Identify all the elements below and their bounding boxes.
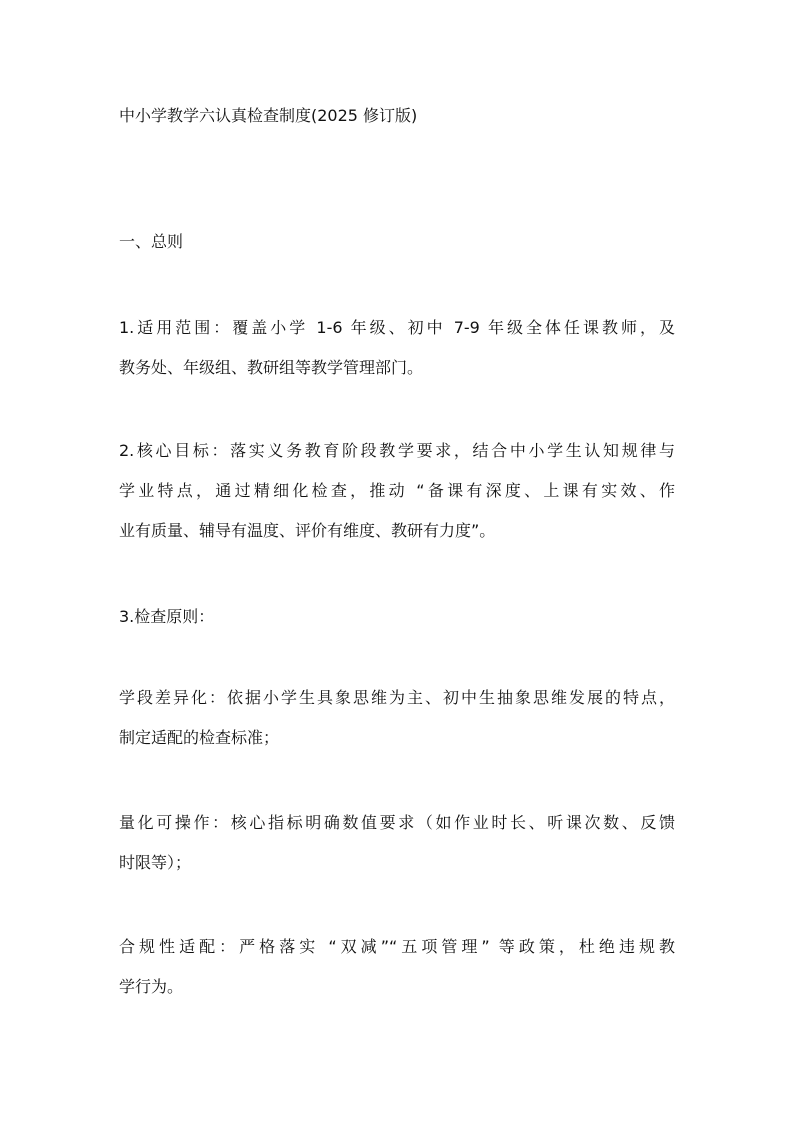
paragraph-line: 学业特点，通过精细化检查，推动 “备课有深度、上课有实效、作 [119,481,675,500]
paragraph-differentiation [119,678,675,758]
paragraph-quantifiable [119,803,675,883]
paragraph-line: 教务处、年级组、教研组等教学管理部门。 [119,358,424,377]
section-heading: 一、总则 [119,232,184,251]
paragraph-principles-heading [119,597,675,637]
paragraph-line: 1.适用范围：覆盖小学 1-6 年级、初中 7-9 年级全体任课教师，及 [119,318,675,337]
paragraph-line: 学段差异化：依据小学生具象思维为主、初中生抽象思维发展的特点， [119,688,675,707]
paragraph-core-goal [119,431,675,551]
paragraph-compliance [119,927,675,1007]
paragraph-line: 业有质量、辅导有温度、评价有维度、教研有力度”。 [119,521,496,540]
paragraph-line: 制定适配的检查标准； [119,728,280,747]
paragraph-line: 时限等）； [119,853,192,872]
paragraph-line: 2.核心目标：落实义务教育阶段教学要求，结合中小学生认知规律与 [119,441,675,460]
document-title: 中小学教学六认真检查制度(2025 修订版) [119,106,418,125]
paragraph-scope [119,308,675,388]
paragraph-line: 学行为。 [119,977,184,996]
paragraph-line: 合规性适配：严格落实 “双减”“五项管理” 等政策，杜绝违规教 [119,937,675,956]
paragraph-line: 3.检查原则： [119,607,215,626]
paragraph-line: 量化可操作：核心指标明确数值要求（如作业时长、听课次数、反馈 [119,813,675,832]
